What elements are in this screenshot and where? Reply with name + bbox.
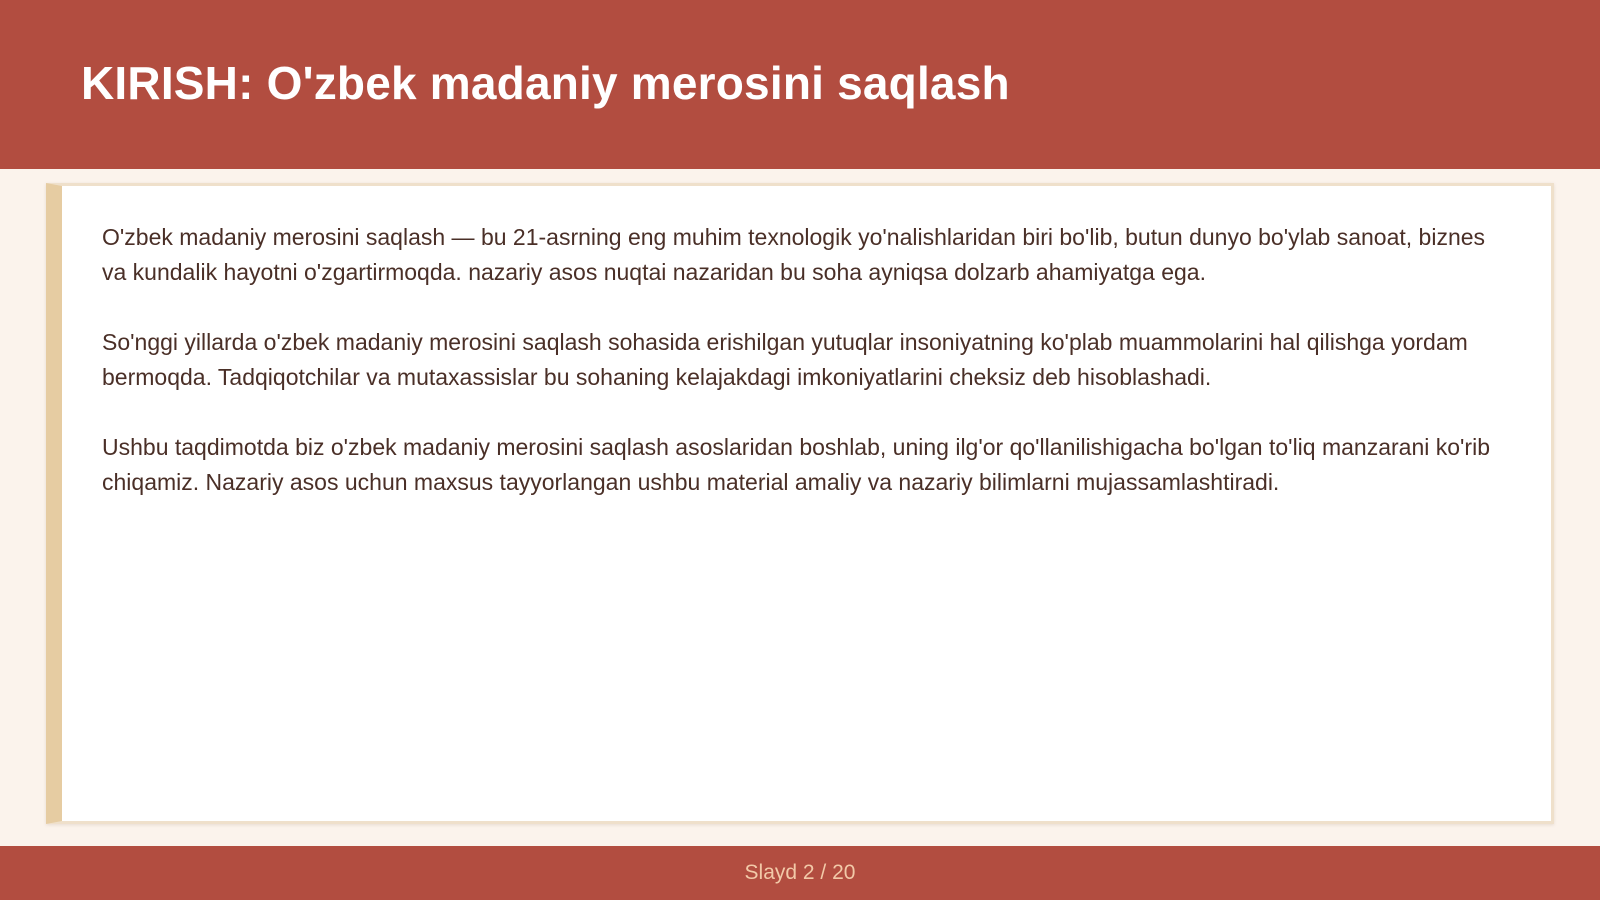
body-text: [102, 220, 1512, 535]
slide-title: KIRISH: O'zbek madaniy merosini saqlash: [81, 57, 1010, 109]
paragraph-achievements: So'nggi yillarda o'zbek madaniy merosini saqlash sohasida erishilgan yutuqlar insoniyatning ko'plab muammolarini hal qilishga yordam bermoqda. Tadqiqotchilar va mutaxassislar bu sohaning kelajakdagi imkoniyatlarini cheksiz deb hisoblashadi.: [102, 329, 1468, 390]
slide-footer: [0, 846, 1600, 900]
content-card: [46, 183, 1554, 824]
paragraph-intro: O'zbek madaniy merosini saqlash — bu 21-asrning eng muhim texnologik yo'nalishlaridan biri bo'lib, butun dunyo bo'ylab sanoat, biznes va kundalik hayotni o'zgartirmoqda. nazariy asos nuqtai nazaridan bu soha ayniqsa dolzarb ahamiyatga ega.: [102, 224, 1486, 285]
slide-counter: Slayd 2 / 20: [744, 861, 856, 884]
paragraph-overview: Ushbu taqdimotda biz o'zbek madaniy merosini saqlash asoslaridan boshlab, uning ilg'or qo'llanilishigacha bo'lgan to'liq manzarani ko'rib chiqamiz. Nazariy asos uchun maxsus tayyorlangan ushbu material amaliy va nazariy bilimlarni mujassamlashtiradi.: [102, 434, 1490, 495]
slide-header: [0, 0, 1600, 169]
